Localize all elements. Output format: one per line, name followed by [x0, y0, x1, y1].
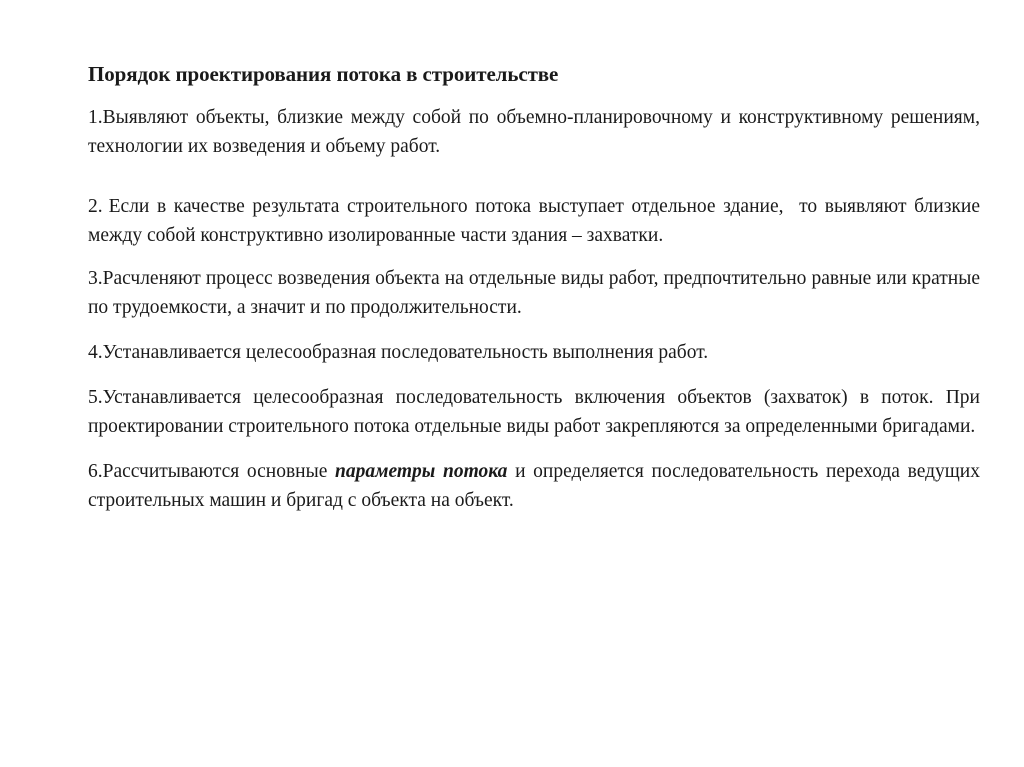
item-text-after: и определяется последовательность перехода ведущих строительных машин и бригад с объекта на объект. — [88, 461, 980, 511]
item-text: Выявляют объекты, близкие между собой по объемно-планировочному и конструктивному решениям, технологии их возведения и объему работ. — [88, 107, 980, 157]
item-number: 3. — [88, 268, 103, 289]
list-item-4 — [88, 338, 980, 367]
item-text: Расчленяют процесс возведения объекта на отдельные виды работ, предпочтительно равные или кратные по трудоемкости, а значит и по продолжительности. — [88, 268, 980, 318]
item-text: Устанавливается целесообразная последовательность выполнения работ. — [102, 342, 709, 363]
list-item-6 — [88, 457, 980, 515]
slide-content — [88, 62, 980, 515]
item-number: 4. — [88, 342, 103, 363]
list-item-5 — [88, 383, 980, 441]
item-number: 6. — [88, 461, 103, 482]
list-item-2 — [88, 192, 980, 250]
item-number: 5. — [88, 387, 103, 408]
item-text-before: Если в качестве результата строительного потока выступает отдельное здание, — [108, 196, 784, 217]
item-number: 2. — [88, 196, 103, 217]
list-item-3 — [88, 264, 980, 322]
item-text-before: Рассчитываются основные — [102, 461, 328, 482]
list-item-1 — [88, 103, 980, 161]
item-emphasis: параметры потока — [335, 461, 508, 482]
item-text: Устанавливается целесообразная последовательность включения объектов (захваток) в поток. При проектировании строительного потока отдельные виды работ закрепляются за определенными бригадами. — [88, 387, 980, 437]
item-number: 1. — [88, 107, 103, 128]
slide-title: Порядок проектирования потока в строительстве — [88, 62, 559, 86]
item-text-after: то выявляют близкие между собой конструктивно изолированные части здания – захватки. — [88, 196, 980, 246]
